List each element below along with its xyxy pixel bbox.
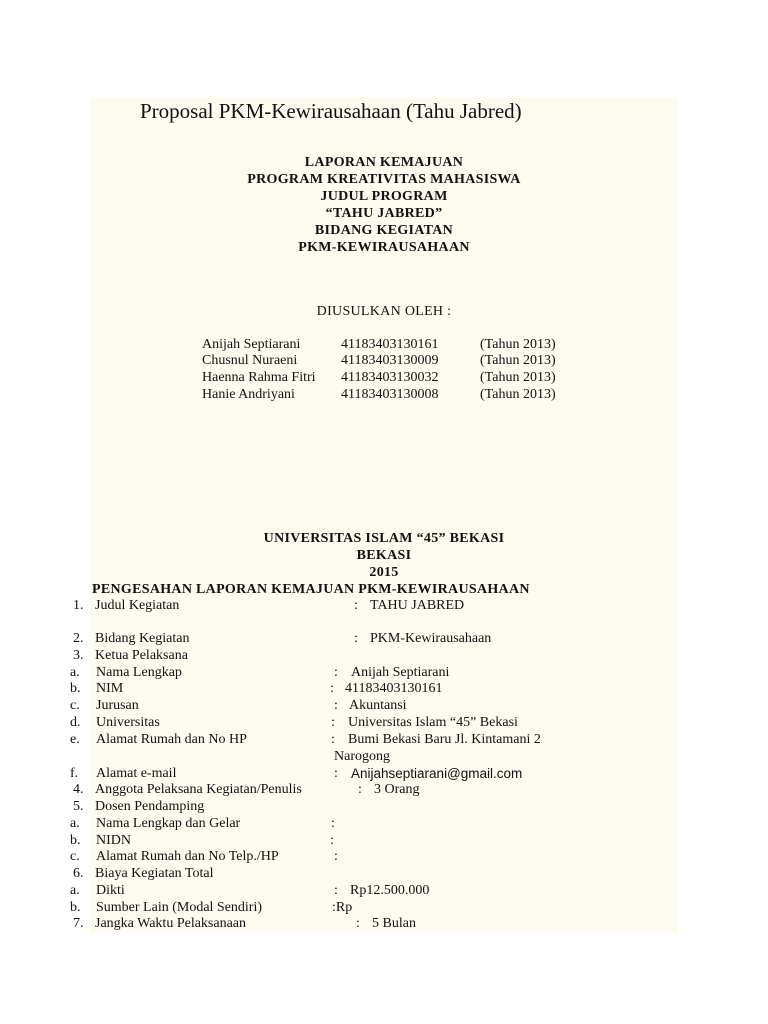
document-year: 2015 (369, 565, 399, 580)
form-row-label: Universitas (96, 715, 160, 730)
form-row-number: b. (70, 900, 81, 915)
form-row-number: e. (70, 732, 80, 747)
form-row-number: 6. (73, 866, 84, 881)
form-row-separator: : (331, 816, 335, 831)
form-row-number: f. (70, 766, 79, 781)
form-row-value: Rp12.500.000 (350, 883, 430, 898)
member-nim: 41183403130008 (341, 387, 439, 402)
form-row-value: Akuntansi (349, 698, 407, 713)
form-row-number: c. (70, 698, 80, 713)
member-year: (Tahun 2013) (480, 353, 556, 368)
member-nim: 41183403130161 (341, 337, 439, 352)
form-row-label: Bidang Kegiatan (95, 631, 190, 646)
form-row-label: Judul Kegiatan (95, 598, 180, 613)
university-name: UNIVERSITAS ISLAM “45” BEKASI (263, 531, 505, 546)
form-row-label: Nama Lengkap (96, 665, 182, 680)
form-row-label: Alamat Rumah dan No Telp./HP (96, 849, 279, 864)
form-row-separator: :Rp (332, 900, 353, 915)
form-row-number: a. (70, 665, 80, 680)
form-row-label: Alamat e-mail (96, 766, 177, 781)
form-row-separator: : (334, 698, 338, 713)
form-row-label: Dikti (96, 883, 125, 898)
form-row-number: 1. (73, 598, 84, 613)
proposed-by-label: DIUSULKAN OLEH : (316, 304, 452, 319)
form-row-value: Anijahseptiarani@gmail.com (351, 766, 523, 781)
member-name: Chusnul Nuraeni (202, 353, 298, 368)
form-row-label: NIDN (96, 833, 131, 848)
form-row-number: 7. (73, 916, 84, 931)
form-row-value: PKM-Kewirausahaan (370, 631, 492, 646)
member-year: (Tahun 2013) (480, 387, 556, 402)
form-row-number: 4. (73, 782, 84, 797)
member-year: (Tahun 2013) (480, 337, 556, 352)
member-year: (Tahun 2013) (480, 370, 556, 385)
header-line-program-title: “TAHU JABRED” (325, 206, 443, 221)
form-row-label: Jangka Waktu Pelaksanaan (95, 916, 247, 931)
header-line-program: PROGRAM KREATIVITAS MAHASISWA (247, 172, 521, 187)
form-row-number: a. (70, 883, 80, 898)
form-row-separator: : (356, 916, 360, 931)
form-row-value: Anijah Septiarani (351, 665, 450, 680)
form-row-label: NIM (96, 681, 124, 696)
form-row-separator: : (358, 782, 362, 797)
form-row-separator: : (334, 883, 338, 898)
header-line-program-title-label: JUDUL PROGRAM (320, 189, 448, 204)
form-row-number: 2. (73, 631, 84, 646)
form-row-number: 3. (73, 648, 84, 663)
form-row-value: Bumi Bekasi Baru Jl. Kintamani 2 (348, 732, 541, 747)
form-row-separator: : (354, 598, 358, 613)
university-city: BEKASI (356, 548, 412, 563)
form-row-value: 3 Orang (374, 782, 420, 797)
form-row-label: Nama Lengkap dan Gelar (96, 816, 241, 831)
form-row-label: Alamat Rumah dan No HP (96, 732, 247, 747)
form-row-label: Dosen Pendamping (95, 799, 205, 814)
form-row-separator: : (330, 833, 334, 848)
form-row-value: TAHU JABRED (370, 598, 465, 613)
form-row-label: Ketua Pelaksana (95, 648, 188, 663)
form-row-value-continuation: Narogong (334, 749, 390, 764)
member-name: Anijah Septiarani (202, 337, 301, 352)
header-line-report: LAPORAN KEMAJUAN (304, 155, 464, 170)
form-row-separator: : (334, 849, 338, 864)
member-nim: 41183403130009 (341, 353, 439, 368)
form-row-number: c. (70, 849, 80, 864)
form-row-label: Biaya Kegiatan Total (95, 866, 214, 881)
document-title: Proposal PKM-Kewirausahaan (Tahu Jabred) (140, 99, 522, 123)
form-row-label: Sumber Lain (Modal Sendiri) (96, 900, 263, 915)
form-row-separator: : (334, 665, 338, 680)
form-row-separator: : (331, 732, 335, 747)
member-name: Hanie Andriyani (202, 387, 295, 402)
form-row-separator: : (334, 766, 338, 781)
form-row-label: Jurusan (96, 698, 139, 713)
form-row-value: Universitas Islam “45” Bekasi (348, 715, 518, 730)
form-row-number: a. (70, 816, 80, 831)
form-row-value: 5 Bulan (372, 916, 416, 931)
form-row-value: 41183403130161 (345, 681, 443, 696)
form-row-number: b. (70, 833, 81, 848)
header-line-field: PKM-KEWIRAUSAHAAN (298, 240, 470, 255)
form-row-number: 5. (73, 799, 84, 814)
form-row-separator: : (354, 631, 358, 646)
form-row-number: b. (70, 681, 81, 696)
form-row-number: d. (70, 715, 81, 730)
form-row-separator: : (331, 715, 335, 730)
member-name: Haenna Rahma Fitri (202, 370, 316, 385)
member-nim: 41183403130032 (341, 370, 439, 385)
form-row-separator: : (330, 681, 334, 696)
approval-heading: PENGESAHAN LAPORAN KEMAJUAN PKM-KEWIRAUSAHAAN (92, 582, 530, 597)
form-row-label: Anggota Pelaksana Kegiatan/Penulis (95, 782, 302, 797)
header-line-field-label: BIDANG KEGIATAN (314, 223, 454, 238)
